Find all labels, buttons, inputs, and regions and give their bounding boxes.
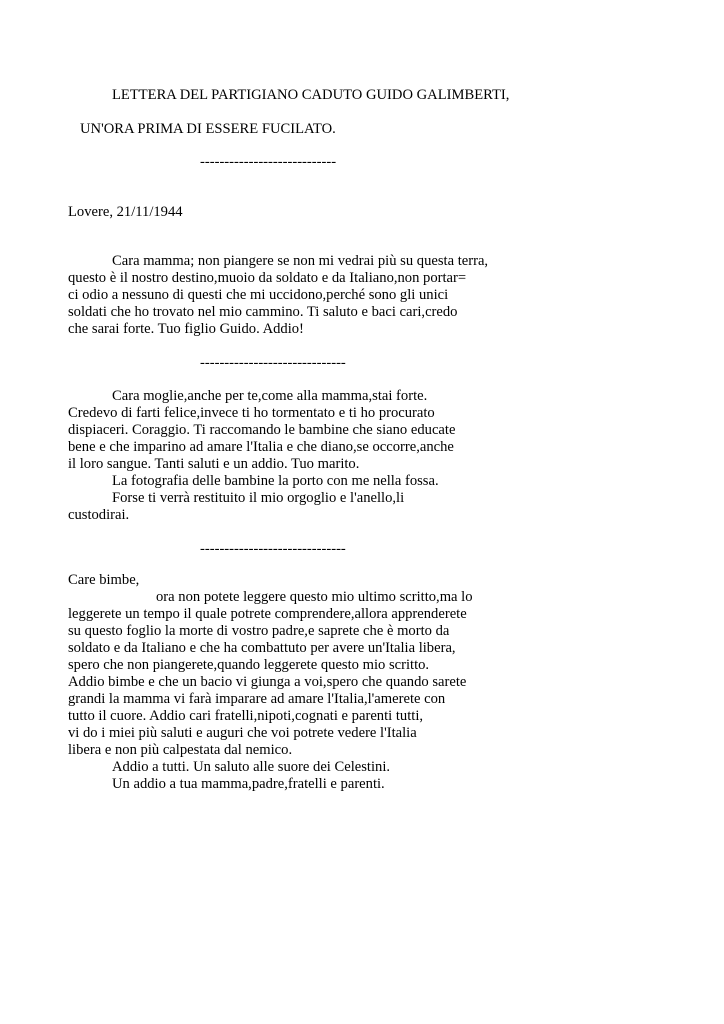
mother-line: ci odio a nessuno di questi che mi uccidono,perché sono gli unici [68, 287, 449, 303]
wife-line: il loro sangue. Tanti saluti e un addio. Tuo marito. [68, 456, 360, 472]
dateline: Lovere, 21/11/1944 [68, 204, 183, 220]
children-line: grandi la mamma vi farà imparare ad amare l'Italia,l'amerete con [68, 691, 446, 707]
children-line: Un addio a tua mamma,padre,fratelli e parenti. [112, 776, 385, 792]
title-line-2: UN'ORA PRIMA DI ESSERE FUCILATO. [80, 121, 336, 137]
mother-line: questo è il nostro destino,muoio da soldato e da Italiano,non portar= [68, 270, 467, 286]
separator-1: ---------------------------- [200, 154, 337, 170]
children-line: Addio bimbe e che un bacio vi giunga a voi,spero che quando sarete [68, 674, 467, 690]
children-line: su questo foglio la morte di vostro padre,e saprete che è morto da [68, 623, 450, 639]
mother-line: Cara mamma; non piangere se non mi vedrai più su questa terra, [112, 253, 489, 269]
separator-3: ------------------------------ [200, 541, 346, 557]
separator-2: ------------------------------ [200, 355, 346, 371]
wife-line: Forse ti verrà restituito il mio orgoglio e l'anello,li [112, 490, 405, 506]
wife-line: Cara moglie,anche per te,come alla mamma,stai forte. [112, 388, 428, 404]
mother-line: soldati che ho trovato nel mio cammino. Ti saluto e baci cari,credo [68, 304, 458, 320]
children-line: ora non potete leggere questo mio ultimo scritto,ma lo [156, 589, 473, 605]
children-line: Addio a tutti. Un saluto alle suore dei Celestini. [112, 759, 391, 775]
children-line: spero che non piangerete,quando leggerete questo mio scritto. [68, 657, 430, 673]
children-line: vi do i miei più saluti e auguri che voi potrete vedere l'Italia [68, 725, 417, 741]
children-line: Care bimbe, [68, 572, 140, 588]
children-line: libera e non più calpestata dal nemico. [68, 742, 293, 758]
wife-line: bene e che imparino ad amare l'Italia e che diano,se occorre,anche [68, 439, 454, 455]
children-line: leggerete un tempo il quale potrete comprendere,allora apprenderete [68, 606, 467, 622]
mother-line: che sarai forte. Tuo figlio Guido. Addio! [68, 321, 304, 337]
wife-line: custodirai. [68, 507, 130, 523]
children-line: soldato e da Italiano e che ha combattuto per avere un'Italia libera, [68, 640, 456, 656]
children-line: tutto il cuore. Addio cari fratelli,nipoti,cognati e parenti tutti, [68, 708, 424, 724]
title-line-1: LETTERA DEL PARTIGIANO CADUTO GUIDO GALIMBERTI, [112, 87, 510, 103]
wife-line: La fotografia delle bambine la porto con me nella fossa. [112, 473, 439, 489]
wife-line: Credevo di farti felice,invece ti ho tormentato e ti ho procurato [68, 405, 435, 421]
wife-line: dispiaceri. Coraggio. Ti raccomando le bambine che siano educate [68, 422, 456, 438]
